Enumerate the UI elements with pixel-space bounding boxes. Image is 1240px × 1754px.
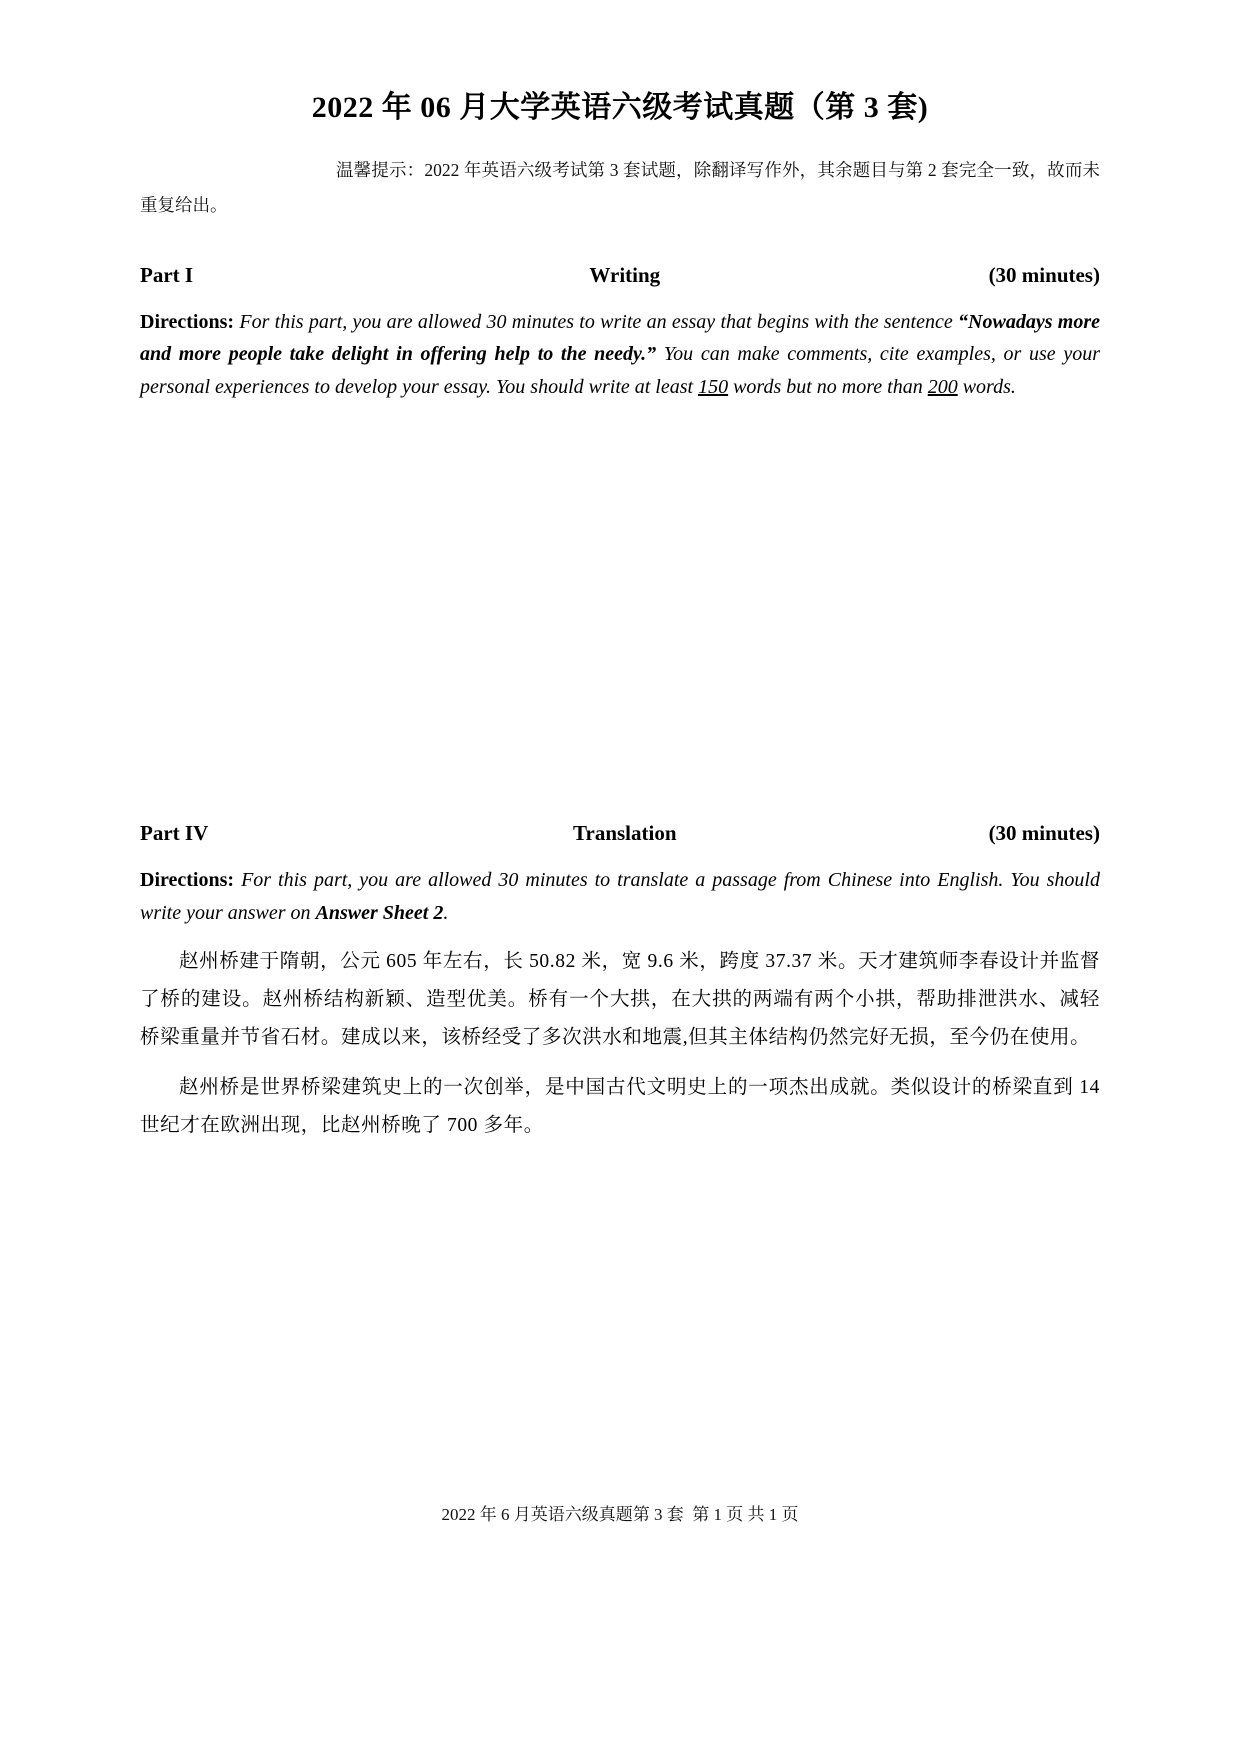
- directions-label-writing: Directions:: [140, 311, 235, 333]
- max-word-count: 200: [927, 375, 958, 398]
- page-title: 2022 年 06 月大学英语六级考试真题（第 3 套): [311, 91, 929, 124]
- essay-opening-sentence: “Nowadays more and more people take delight in offering help to the needy.”: [140, 311, 1100, 366]
- directions-body-translation-part2: .: [443, 901, 449, 924]
- translation-passage-paragraph-1: 赵州桥建于隋朝，公元 605 年左右，长 50.82 米，宽 9.6 米，跨度 37.37 米。天才建筑师李春设计并监督了桥的建设。赵州桥结构新颖、造型优美。桥有一个大拱，在大拱的两端有两个小拱，帮助排泄洪水、减轻桥梁重量并节省石材。建成以来，该桥经受了多次洪水和地震,但其主体结构仍然完好无损，至今仍在使用。: [140, 950, 1100, 1048]
- footer-text: 2022 年 6 月英语六级真题第 3 套 第 1 页 共 1 页: [441, 1505, 799, 1524]
- part-name-translation: Translation: [573, 821, 677, 846]
- part-header-translation: [140, 821, 1100, 846]
- page-content: [140, 0, 1100, 1145]
- part-label-writing: Part I: [140, 263, 194, 287]
- part-header-writing: [140, 263, 1100, 288]
- directions-translation: [140, 864, 1100, 929]
- exam-notice: 温馨提示：2022 年英语六级考试第 3 套试题，除翻译写作外，其余题目与第 2 套完全一致，故而未重复给出。: [140, 160, 1100, 215]
- part-label-translation: Part IV: [140, 821, 209, 846]
- part-time-writing: (30 minutes): [988, 263, 1100, 287]
- writing-answer-space: [140, 403, 1100, 781]
- part-name-writing: Writing: [589, 263, 661, 287]
- directions-body-writing-part4: words.: [962, 375, 1016, 398]
- directions-body-translation-part1: For this part, you are allowed 30 minutes to translate a passage from Chinese into English. You should write your answer on: [140, 869, 1100, 924]
- min-word-count: 150: [698, 375, 729, 398]
- directions-label-translation: Directions:: [140, 869, 235, 892]
- directions-writing: [140, 306, 1100, 403]
- translation-passage-paragraph-2: 赵州桥是世界桥梁建筑史上的一次创举，是中国古代文明史上的一项杰出成就。类似设计的桥梁直到 14 世纪才在欧洲出现，比赵州桥晚了 700 多年。: [140, 1077, 1100, 1137]
- directions-body-writing-part3: words but no more than: [733, 375, 923, 398]
- page-footer: [0, 1500, 1240, 1525]
- answer-sheet-reference: Answer Sheet 2: [315, 901, 444, 924]
- directions-body-writing-part2: You can make comments, cite examples, or use your personal experiences to develop your essay. You should write at least: [140, 343, 1101, 398]
- directions-body-writing-part1: For this part, you are allowed 30 minutes to write an essay that begins with the sentence: [239, 311, 953, 333]
- part-time-translation: (30 minutes): [988, 821, 1100, 846]
